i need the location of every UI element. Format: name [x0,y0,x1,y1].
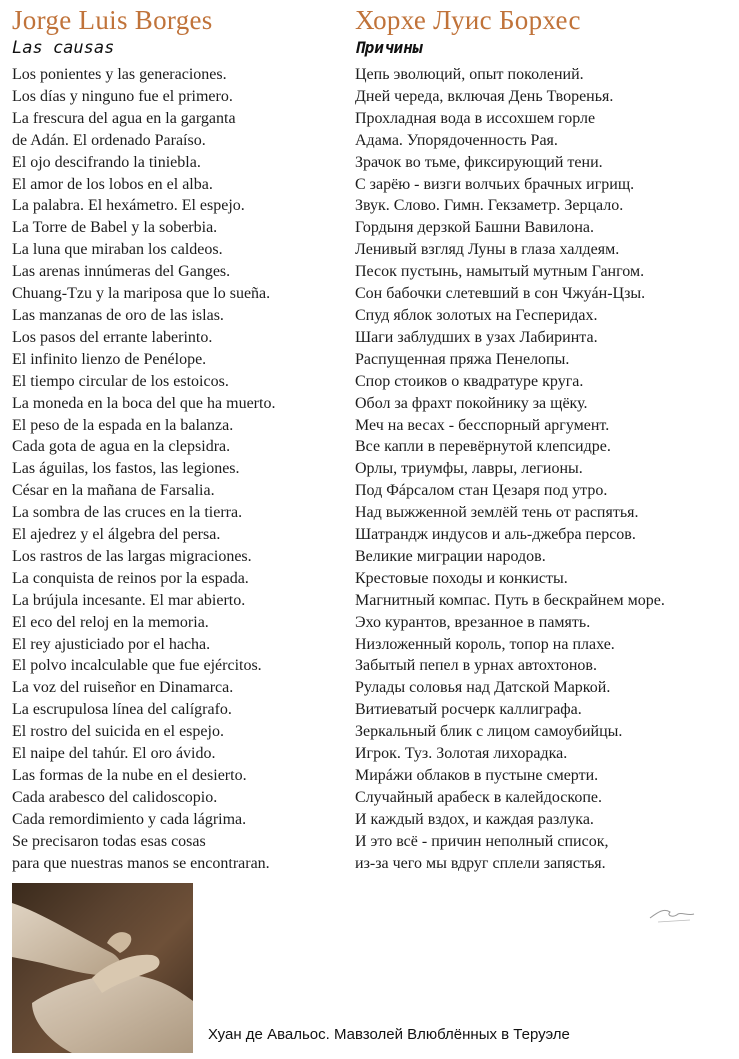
author-name-russian: Хорхе Луис Борхес [355,5,581,35]
poem-line: Забытый пепел в урнах автохтонов. [355,657,597,675]
poem-title-spanish: Las causas [12,38,115,58]
poem-line: César en la mañana de Farsalia. [12,482,215,500]
poem-line: Эхо курантов, врезанное в память. [355,613,591,631]
poem-line: Звук. Слово. Гимн. Гекзаметр. Зерцало. [355,197,624,215]
poem-line: Над выжженной землёй тень от распятья. [355,504,639,522]
poem-lines-spanish [12,64,352,875]
poem-line: de Adán. El ordenado Paraíso. [12,131,206,149]
poem-line: La brújula incesante. El mar abierto. [12,591,246,609]
poem-line: Прохладная вода в иссохшем горле [355,109,596,127]
poem-line: Los rastros de las largas migraciones. [12,547,252,565]
poem-line: Великие миграции народов. [355,547,546,565]
poem-line: para que nuestras manos se encontraran. [12,854,270,872]
poem-line: Дней череда, включая День Творенья. [355,87,614,105]
poem-line: La conquista de reinos por la espada. [12,569,249,587]
poem-line: El polvo incalculable que fue ejércitos. [12,657,262,675]
poem-line: Cada remordimiento y cada lágrima. [12,810,247,828]
poem-line: Los ponientes y las generaciones. [12,66,227,83]
author-name-spanish: Jorge Luis Borges [12,5,213,35]
poem-line: Рулады соловья над Датской Маркой. [355,679,611,697]
poem-line: Cada arabesco del calidoscopio. [12,788,218,806]
poem-line: La sombra de las cruces en la tierra. [12,504,243,522]
poem-line: El eco del reloj en la memoria. [12,613,209,631]
poem-line: Шатрандж индусов и аль-джебра персов. [355,526,636,544]
poem-line: El ajedrez y el álgebra del persa. [12,526,221,544]
poem-line: Ленивый взгляд Луны в глаза халдеям. [355,241,620,259]
poem-line: Se precisaron todas esas cosas [12,832,206,850]
poem-line: И это всё - причин неполный список, [355,832,609,850]
poem-line: El ojo descifrando la tiniebla. [12,153,201,171]
poem-line: Меч на весах - бесспорный аргумент. [355,416,610,434]
russian-column [355,4,739,875]
poem-line: La frescura del agua en la garganta [12,109,236,127]
poem-title-russian: Причины [355,38,423,57]
poem-line: Магнитный компас. Путь в бескрайнем море. [355,591,665,609]
poem-line: Случайный арабеск в калейдоскопе. [355,788,602,806]
poem-line: El rey ajusticiado por el hacha. [12,635,211,653]
poem-line: Los días y ninguno fue el primero. [12,87,233,105]
poem-line: La escrupulosa línea del calígrafo. [12,701,232,719]
photo-caption: Хуан де Авальос. Мавзолей Влюблённых в Теруэле [208,1026,570,1043]
poem-line: Los pasos del errante laberinto. [12,328,213,346]
poem-line: Las arenas innúmeras del Ganges. [12,263,231,281]
spanish-column [12,4,352,875]
poem-line: Спор стоиков о квадратуре круга. [355,372,584,390]
poem-line: El rostro del suicida en el espejo. [12,723,224,741]
poem-line: La voz del ruiseñor en Dinamarca. [12,679,234,697]
poem-line: И каждый вздох, и каждая разлука. [355,810,594,828]
poem-line: Las manzanas de oro de las islas. [12,306,224,324]
poem-line: Зрачок во тьме, фиксирующий тени. [355,153,603,171]
poem-line: Гордыня дерзкой Башни Вавилона. [355,219,594,237]
poem-line: El peso de la espada en la balanza. [12,416,234,434]
poem-line: Спуд яблок золотых на Гесперидах. [355,306,598,324]
poem-line: из-за чего мы вдруг сплели запястья. [355,854,606,872]
poem-line: Песок пустынь, намытый мутным Гангом. [355,263,645,281]
poem-line: El naipe del tahúr. El oro ávido. [12,745,216,763]
poem-line: Адама. Упорядоченность Рая. [355,131,558,149]
poem-line: La palabra. El hexámetro. El espejo. [12,197,245,215]
poem-line: С зарёю - визги волчьих брачных игрищ. [355,175,635,193]
poem-line: Низложенный король, топор на плахе. [355,635,615,653]
poem-line: La luna que miraban los caldeos. [12,241,223,259]
poem-line: Обол за фрахт покойнику за щёку. [355,394,588,412]
poem-line: Под Фáрсалом стан Цезаря под утро. [355,482,608,500]
poem-line: Все капли в перевёрнутой клепсидре. [355,438,611,456]
signature-mark [648,900,698,930]
poem-line: Chuang-Tzu y la mariposa que lo sueña. [12,285,271,303]
poem-line: Крестовые походы и конкисты. [355,569,568,587]
poem-line: Распущенная пряжа Пенелопы. [355,350,570,368]
poem-line: El infinito lienzo de Penélope. [12,350,207,368]
poem-line: Las águilas, los fastos, las legiones. [12,460,240,478]
poem-line: Las formas de la nube en el desierto. [12,767,247,784]
poem-line: La Torre de Babel y la soberbia. [12,219,218,237]
poem-line: Cada gota de agua en la clepsidra. [12,438,231,456]
poem-line: Шаги заблудших в узах Лабиринта. [355,328,598,346]
poem-line: El tiempo circular de los estoicos. [12,372,229,390]
poem-line: Игрок. Туз. Золотая лихорадка. [355,745,568,763]
hands-illustration [12,883,193,1053]
poem-line: Мирáжи облаков в пустыне смерти. [355,767,599,784]
poem-lines-russian [355,64,739,875]
poem-line: Цепь эволюций, опыт поколений. [355,66,584,83]
poem-line: Зеркальный блик с лицом самоубийцы. [355,723,623,741]
poem-line: Сон бабочки слетевший в сон Чжуáн-Цзы. [355,285,646,303]
poem-line: Витиеватый росчерк каллиграфа. [355,701,582,719]
sculpture-hands-photo [12,883,193,1053]
poem-line: La moneda en la boca del que ha muerto. [12,394,276,412]
poem-line: El amor de los lobos en el alba. [12,175,213,193]
poem-line: Орлы, триумфы, лавры, легионы. [355,460,583,478]
